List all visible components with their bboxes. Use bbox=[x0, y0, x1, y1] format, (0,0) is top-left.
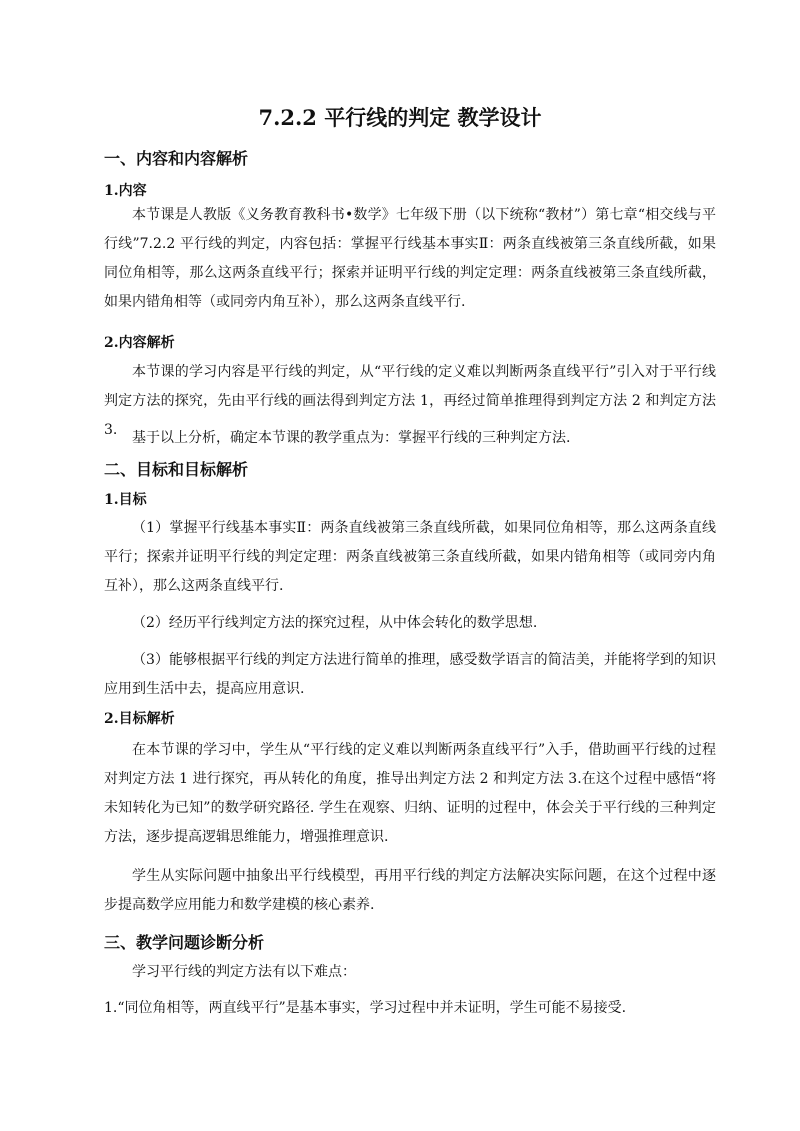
section-2-paragraph-2: （2）经历平行线判定方法的探究过程，从中体会转化的数学思想. bbox=[132, 615, 538, 631]
section-3-paragraph-2: 1.“同位角相等，两直线平行”是基本事实，学习过程中并未证明，学生可能不易接受. bbox=[104, 1000, 627, 1016]
section-2-paragraph-3: （3）能够根据平行线的判定方法进行简单的推理，感受数学语言的简洁美，并能将学到的知识应用到生活中去，提高应用意识. bbox=[104, 652, 716, 697]
section-1-sub-2: 2.内容解析 bbox=[104, 335, 175, 351]
section-2-heading: 二、目标和目标解析 bbox=[104, 460, 249, 479]
section-1-paragraph-3: 基于以上分析，确定本节课的教学重点为：掌握平行线的三种判定方法. bbox=[132, 430, 571, 446]
section-2-paragraph-5: 学生从实际问题中抽象出平行线模型，再用平行线的判定方法解决实际问题，在这个过程中逐步提高数学应用能力和数学建模的核心素养. bbox=[104, 868, 716, 913]
document-title: 7.2.2 平行线的判定 教学设计 bbox=[258, 105, 542, 130]
section-2-sub-1: 1.目标 bbox=[104, 492, 147, 508]
section-2-paragraph-1: （1）掌握平行线基本事实Ⅱ：两条直线被第三条直线所截，如果同位角相等，那么这两条直线平行；探索并证明平行线的判定定理：两条直线被第三条直线所截，如果内错角相等（或同旁内角互补），那么这两条直线平行. bbox=[104, 520, 716, 594]
section-1-paragraph-1: 本节课是人教版《义务教育教科书•数学》七年级下册（以下统称“教材”）第七章“相交线与平行线”7.2.2 平行线的判定，内容包括：掌握平行线基本事实Ⅱ：两条直线被第三条直线所截，如果同位角相等，那么这两条直线平行；探索并证明平行线的判定定理：两条直线被第三条直线所截，如果内错角相等（或同旁内角互补），那么这两条直线平行. bbox=[104, 207, 716, 310]
section-1-sub-1: 1.内容 bbox=[104, 183, 147, 199]
section-3-paragraph-1: 学习平行线的判定方法有以下难点： bbox=[132, 964, 356, 980]
section-2-paragraph-4: 在本节课的学习中，学生从“平行线的定义难以判断两条直线平行”入手，借助画平行线的过程对判定方法 1 进行探究，再从转化的角度，推导出判定方法 2 和判定方法 3.在这个过程中感悟“将未知转化为已知”的数学研究路径. 学生在观察、归纳、证明的过程中，体会关于平行线的三种判定方法，逐步提高逻辑思维能力，增强推理意识. bbox=[104, 742, 716, 845]
section-2-sub-2: 2.目标解析 bbox=[104, 711, 175, 727]
section-3-heading: 三、教学问题诊断分析 bbox=[104, 933, 265, 952]
section-1-paragraph-2: 本节课的学习内容是平行线的判定，从“平行线的定义难以判断两条直线平行”引入对于平行线判定方法的探究，先由平行线的画法得到判定方法 1，再经过简单推理得到判定方法 2 和判定方法 3. bbox=[104, 364, 716, 438]
section-1-heading: 一、内容和内容解析 bbox=[104, 149, 249, 168]
